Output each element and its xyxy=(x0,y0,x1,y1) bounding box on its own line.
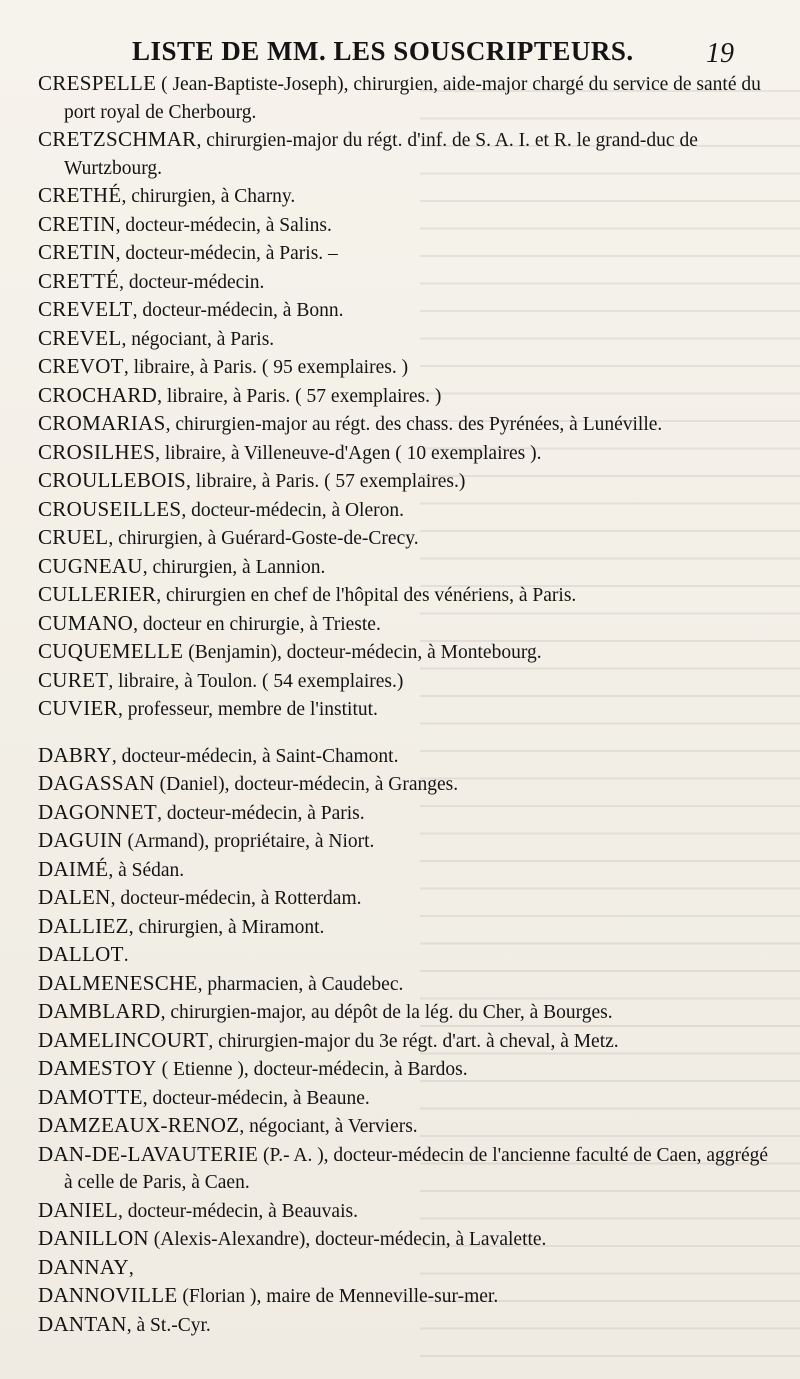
subscriber-entry xyxy=(38,1254,778,1283)
subscriber-entry xyxy=(38,1084,778,1113)
subscriber-name: CUMANO xyxy=(38,610,134,635)
subscriber-group-c xyxy=(38,70,778,724)
subscriber-entry xyxy=(38,1225,778,1254)
subscriber-name: DAGASSAN xyxy=(38,771,155,795)
subscriber-name: DAGONNET xyxy=(38,799,158,824)
subscriber-name: DANNOVILLE xyxy=(38,1283,178,1307)
subscriber-name: CRETIN xyxy=(38,240,116,264)
subscriber-detail: , chirurgien-major au régt. des chass. des Pyrénées, à Lunéville. xyxy=(165,414,663,435)
subscriber-name: DALLOT xyxy=(38,942,124,966)
subscriber-entry xyxy=(38,638,778,667)
subscriber-entry xyxy=(38,998,778,1027)
subscriber-name: DAIMÉ xyxy=(38,856,109,881)
subscriber-name: CROSILHES xyxy=(38,439,156,464)
subscriber-name: CREVOT xyxy=(38,354,124,378)
subscriber-name: CREVEL xyxy=(38,325,122,350)
subscriber-detail: , négociant, à Verviers. xyxy=(239,1116,418,1137)
subscriber-detail: , libraire, à Paris. ( 57 exemplaires. ) xyxy=(157,385,442,407)
subscriber-list xyxy=(38,70,778,1339)
subscriber-entry xyxy=(38,496,778,525)
subscriber-entry xyxy=(38,268,778,297)
subscriber-detail: . xyxy=(123,945,129,966)
subscriber-detail: , xyxy=(128,1257,134,1279)
subscriber-name: DAMESTOY xyxy=(38,1056,157,1080)
subscriber-name: DANIEL xyxy=(38,1197,118,1222)
subscriber-detail: , libraire, à Toulon. ( 54 exemplaires.) xyxy=(108,670,404,692)
subscriber-detail: , docteur-médecin. xyxy=(119,271,265,293)
subscriber-detail: , chirurgien-major du 3e régt. d'art. à cheval, à Metz. xyxy=(208,1030,619,1052)
subscriber-name: CROMARIAS xyxy=(38,411,166,435)
subscriber-detail: (Daniel), docteur-médecin, à Granges. xyxy=(154,774,459,795)
subscriber-entry xyxy=(38,182,778,211)
subscriber-entry xyxy=(38,941,778,970)
subscriber-detail: (Florian ), maire de Menneville-sur-mer. xyxy=(177,1286,499,1307)
subscriber-entry xyxy=(38,884,778,913)
subscriber-detail: (Armand), propriétaire, à Niort. xyxy=(122,831,375,852)
subscriber-detail: , chirurgien, à Miramont. xyxy=(128,916,325,938)
subscriber-detail: ( Jean-Baptiste-Joseph), chirurgien, aide-major chargé du service de santé du port royal de Cherbourg. xyxy=(64,74,761,123)
subscriber-entry xyxy=(38,913,778,942)
page-number: 19 xyxy=(706,38,734,69)
subscriber-detail: , chirurgien-major du régt. d'inf. de S. A. I. et R. le grand-duc de Wurtzbourg. xyxy=(64,130,698,179)
subscriber-name: CROUSEILLES xyxy=(38,496,182,521)
subscriber-entry xyxy=(38,770,778,799)
subscriber-detail: , chirurgien-major, au dépôt de la lég. du Cher, à Bourges. xyxy=(160,1002,613,1023)
subscriber-detail: , libraire, à Paris. ( 57 exemplaires.) xyxy=(185,471,466,492)
subscriber-name: CRETZSCHMAR xyxy=(38,127,197,151)
subscriber-name: CURET xyxy=(38,667,109,692)
subscriber-entry xyxy=(38,1055,778,1084)
subscriber-group-d xyxy=(38,742,778,1340)
subscriber-entry xyxy=(38,742,778,771)
subscriber-name: DAGUIN xyxy=(38,828,123,852)
subscriber-entry xyxy=(38,1197,778,1226)
subscriber-name: CRESPELLE xyxy=(38,71,157,95)
subscriber-detail: , docteur-médecin, à Paris. xyxy=(157,802,365,824)
subscriber-detail: , docteur-médecin, à Salins. xyxy=(115,214,332,236)
subscriber-entry xyxy=(38,1311,778,1340)
subscriber-entry xyxy=(38,1112,778,1141)
subscriber-detail: , professeur, membre de l'institut. xyxy=(117,699,378,720)
subscriber-detail: , docteur en chirurgie, à Trieste. xyxy=(133,613,381,635)
subscriber-detail: , docteur-médecin, à Beauvais. xyxy=(117,1200,358,1222)
subscriber-entry xyxy=(38,856,778,885)
subscriber-entry xyxy=(38,610,778,639)
subscriber-name: DANTAN xyxy=(38,1311,127,1336)
subscriber-name: CROULLEBOIS xyxy=(38,468,186,492)
subscriber-entry xyxy=(38,695,778,724)
subscriber-detail: , chirurgien, à Charny. xyxy=(121,186,296,207)
subscriber-name: CREVELT xyxy=(38,297,133,321)
subscriber-entry xyxy=(38,410,778,439)
subscriber-entry xyxy=(38,1141,778,1197)
subscriber-detail: , docteur-médecin, à Paris. – xyxy=(115,243,338,264)
subscriber-name: DABRY xyxy=(38,742,112,767)
subscriber-name: CUGNEAU xyxy=(38,553,143,578)
subscriber-name: DALLIEZ xyxy=(38,913,129,938)
page-header xyxy=(0,36,800,72)
subscriber-entry xyxy=(38,970,778,999)
subscriber-entry xyxy=(38,211,778,240)
subscriber-name: CRUEL xyxy=(38,525,109,549)
subscriber-entry xyxy=(38,1282,778,1311)
subscriber-name: CUVIER xyxy=(38,696,118,720)
subscriber-detail: ( Etienne ), docteur-médecin, à Bardos. xyxy=(156,1059,468,1080)
subscriber-detail: , docteur-médecin, à Beaune. xyxy=(142,1087,370,1109)
subscriber-name: DALEN xyxy=(38,885,111,909)
page-title: LISTE DE MM. LES SOUSCRIPTEURS. xyxy=(132,36,634,66)
subscriber-entry xyxy=(38,353,778,382)
subscriber-name: CRETTÉ xyxy=(38,268,120,293)
subscriber-name: CULLERIER xyxy=(38,582,157,606)
subscriber-entry xyxy=(38,296,778,325)
subscriber-detail: , pharmacien, à Caudebec. xyxy=(197,973,404,995)
subscriber-entry xyxy=(38,70,778,126)
subscriber-detail: , docteur-médecin, à Saint-Chamont. xyxy=(111,745,399,767)
subscriber-entry xyxy=(38,239,778,268)
subscriber-detail: (P.- A. ), docteur-médecin de l'ancienne faculté de Caen, aggrégé à celle de Paris, à Caen. xyxy=(64,1144,769,1193)
subscriber-name: DAMOTTE xyxy=(38,1084,143,1109)
subscriber-detail: , chirurgien, à Guérard-Goste-de-Crecy. xyxy=(108,528,419,549)
subscriber-name: CRETIN xyxy=(38,211,116,236)
subscriber-name: DAMELINCOURT xyxy=(38,1027,209,1052)
subscriber-name: CRETHÉ xyxy=(38,183,122,207)
subscriber-name: CROCHARD xyxy=(38,382,158,407)
subscriber-detail: , docteur-médecin, à Rotterdam. xyxy=(110,888,362,909)
subscriber-name: DAMBLARD xyxy=(38,999,161,1023)
subscriber-name: DAMZEAUX-RENOZ xyxy=(38,1113,240,1137)
subscriber-entry xyxy=(38,439,778,468)
subscriber-name: DAN-DE-LAVAUTERIE xyxy=(38,1141,259,1166)
subscriber-entry xyxy=(38,799,778,828)
subscriber-entry xyxy=(38,524,778,553)
subscriber-entry xyxy=(38,553,778,582)
subscriber-entry xyxy=(38,325,778,354)
subscriber-name: DALMENESCHE xyxy=(38,970,198,995)
subscriber-entry xyxy=(38,827,778,856)
subscriber-entry xyxy=(38,467,778,496)
subscriber-entry xyxy=(38,581,778,610)
subscriber-entry xyxy=(38,126,778,182)
subscriber-detail: , docteur-médecin, à Oleron. xyxy=(181,499,404,521)
subscriber-detail: , chirurgien, à Lannion. xyxy=(142,556,326,578)
subscriber-detail: (Benjamin), docteur-médecin, à Montebourg. xyxy=(183,642,542,663)
subscriber-detail: , libraire, à Villeneuve-d'Agen ( 10 exemplaires ). xyxy=(155,442,542,464)
subscriber-detail: (Alexis-Alexandre), docteur-médecin, à Lavalette. xyxy=(148,1229,547,1250)
subscriber-detail: , docteur-médecin, à Bonn. xyxy=(132,300,344,321)
subscriber-detail: , à Sédan. xyxy=(108,859,185,881)
subscriber-name: CUQUEMELLE xyxy=(38,639,184,663)
subscriber-detail: , négociant, à Paris. xyxy=(121,328,275,350)
subscriber-entry xyxy=(38,382,778,411)
subscriber-detail: , à St.-Cyr. xyxy=(126,1314,211,1336)
subscriber-name: DANILLON xyxy=(38,1226,149,1250)
subscriber-detail: , chirurgien en chef de l'hôpital des vénériens, à Paris. xyxy=(156,585,577,606)
subscriber-entry xyxy=(38,667,778,696)
subscriber-name: DANNAY xyxy=(38,1254,129,1279)
subscriber-detail: , libraire, à Paris. ( 95 exemplaires. ) xyxy=(123,357,409,378)
subscriber-entry xyxy=(38,1027,778,1056)
